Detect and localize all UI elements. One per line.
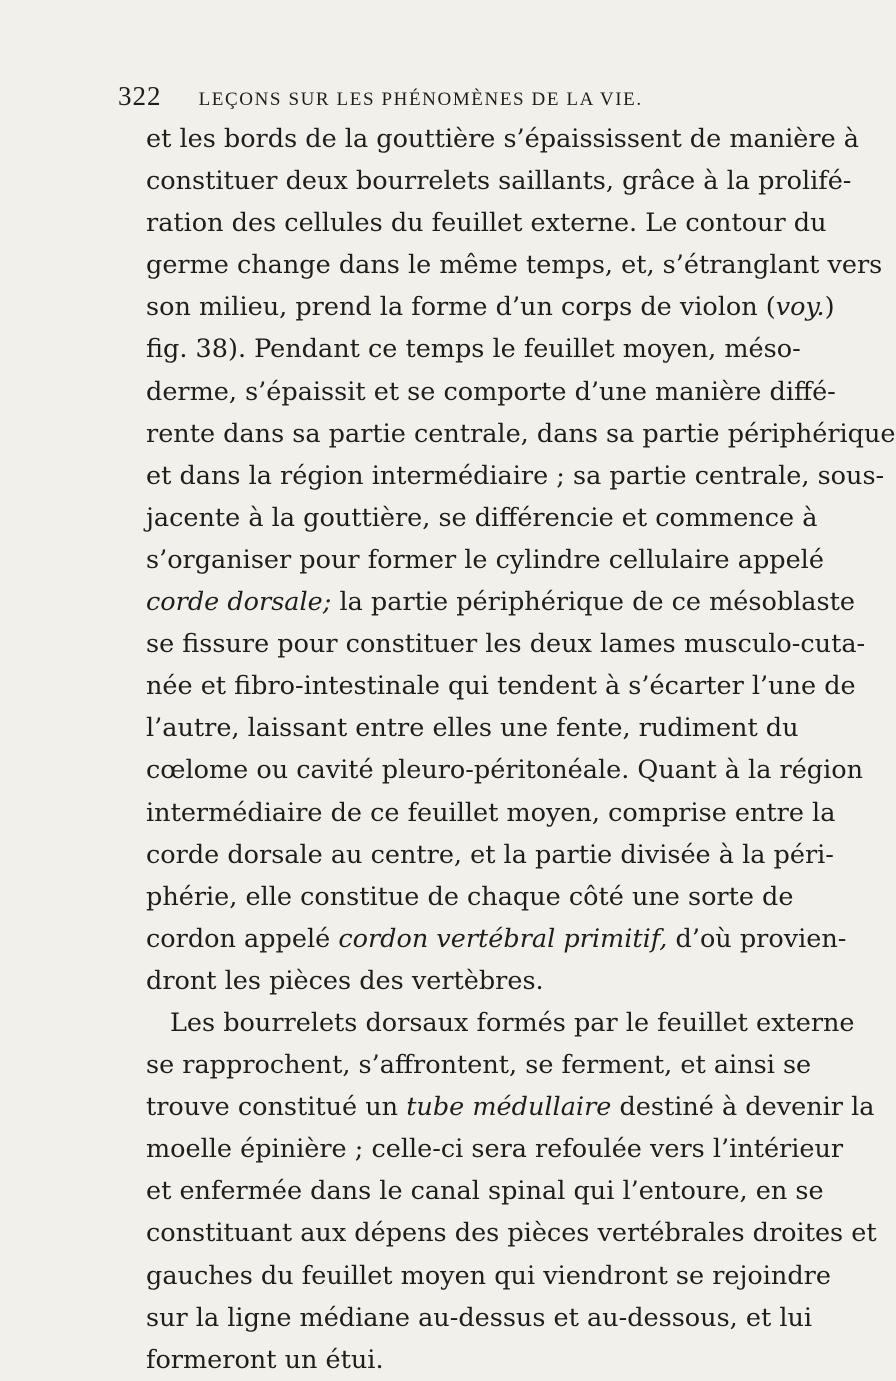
italic-term: corde dorsale; bbox=[146, 587, 332, 618]
text-line: sur la ligne médiane au-dessus et au-dessous, et lui bbox=[146, 1302, 813, 1333]
page-header bbox=[118, 76, 718, 116]
text-run: ) bbox=[824, 292, 835, 323]
text-line: rente dans sa partie centrale, dans sa partie périphérique bbox=[146, 418, 896, 449]
text-run: d’où provien- bbox=[667, 923, 847, 954]
text-line: se fissure pour constituer les deux lames musculo-cuta- bbox=[146, 629, 866, 660]
text-run: cordon appelé bbox=[146, 923, 339, 954]
text-line: et enfermée dans le canal spinal qui l’entoure, en se bbox=[146, 1176, 824, 1207]
text-line: formeront un étui. bbox=[146, 1344, 384, 1375]
text-run: la partie périphérique de ce mésoblaste bbox=[331, 587, 855, 618]
text-line bbox=[146, 1086, 875, 1128]
text-line: germe change dans le même temps, et, s’étranglant vers bbox=[146, 250, 883, 281]
text-line: et les bords de la gouttière s’épaississent de manière à bbox=[146, 124, 859, 154]
text-line: se rapprochent, s’affrontent, se ferment, et ainsi se bbox=[146, 1050, 812, 1081]
text-line: ration des cellules du feuillet externe. Le contour du bbox=[146, 208, 827, 239]
text-line: moelle épinière ; celle-ci sera refoulée vers l’intérieur bbox=[146, 1134, 844, 1165]
body-text bbox=[146, 118, 896, 1381]
text-line: constituer deux bourrelets saillants, grâce à la prolifé- bbox=[146, 166, 852, 197]
text-line bbox=[146, 581, 855, 623]
italic-term: tube médullaire bbox=[406, 1092, 612, 1123]
text-run: destiné à devenir la bbox=[611, 1092, 875, 1123]
text-line: s’organiser pour former le cylindre cellulaire appelé bbox=[146, 544, 824, 575]
paragraph-start-line: Les bourrelets dorsaux formés par le feuillet externe bbox=[170, 1007, 855, 1038]
text-line: dront les pièces des vertèbres. bbox=[146, 965, 544, 996]
italic-term: cordon vertébral primitif, bbox=[338, 923, 668, 954]
text-line: fig. 38). Pendant ce temps le feuillet moyen, méso- bbox=[146, 334, 801, 365]
text-line: phérie, elle constitue de chaque côté une sorte de bbox=[146, 881, 794, 912]
page-number: 322 bbox=[118, 81, 162, 111]
text-line: derme, s’épaissit et se comporte d’une manière diffé- bbox=[146, 376, 836, 407]
text-line: née et fibro-intestinale qui tendent à s’écarter l’une de bbox=[146, 671, 856, 702]
italic-reference: voy. bbox=[775, 292, 825, 323]
text-line: constituant aux dépens des pièces vertébrales droites et bbox=[146, 1218, 877, 1249]
text-run: son milieu, prend la forme d’un corps de violon ( bbox=[146, 292, 776, 323]
text-line: l’autre, laissant entre elles une fente, rudiment du bbox=[146, 713, 799, 744]
text-run: trouve constitué un bbox=[146, 1092, 407, 1123]
text-line bbox=[146, 286, 835, 328]
text-line: intermédiaire de ce feuillet moyen, comprise entre la bbox=[146, 797, 836, 828]
text-line: jacente à la gouttière, se différencie et commence à bbox=[146, 502, 818, 533]
text-line: cœlome ou cavité pleuro-péritonéale. Quant à la région bbox=[146, 755, 864, 786]
running-head: LEÇONS SUR LES PHÉNOMÈNES DE LA VIE. bbox=[198, 89, 643, 110]
text-line: corde dorsale au centre, et la partie divisée à la péri- bbox=[146, 839, 834, 870]
text-line: gauches du feuillet moyen qui viendront se rejoindre bbox=[146, 1260, 831, 1291]
text-line bbox=[146, 918, 847, 960]
text-line: et dans la région intermédiaire ; sa partie centrale, sous- bbox=[146, 460, 885, 491]
